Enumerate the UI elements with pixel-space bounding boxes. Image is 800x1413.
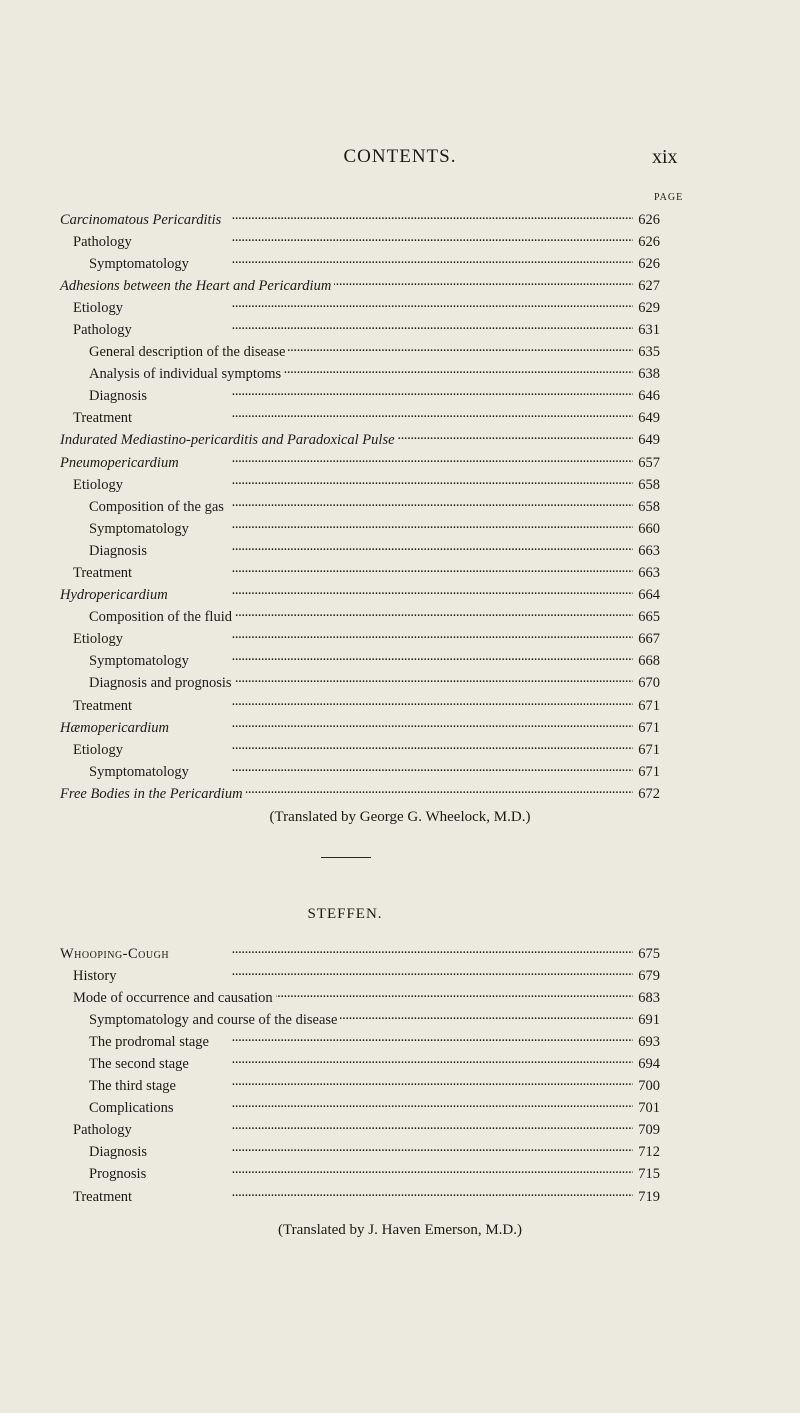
leader-dots <box>135 1120 633 1135</box>
leader-dots <box>179 1076 633 1091</box>
toc-entry-page: 709 <box>638 1122 660 1139</box>
toc-entry-page: 665 <box>638 609 660 626</box>
toc-entry-title: Symptomatology <box>89 763 189 780</box>
leader-dots <box>224 209 633 224</box>
toc-entry <box>60 253 660 275</box>
toc-entry-page: 691 <box>638 1011 660 1028</box>
leader-dots <box>172 717 633 732</box>
toc-entry <box>60 518 660 540</box>
toc-entry-page: 649 <box>638 410 660 427</box>
toc-entry-title: Treatment <box>73 410 133 427</box>
toc-entry-page: 694 <box>638 1055 660 1072</box>
toc-entry-title: Analysis of individual symptoms <box>89 366 282 383</box>
toc-entry <box>60 408 660 430</box>
toc-entry-page: 658 <box>638 498 660 515</box>
toc-entry-title: Prognosis <box>89 1166 147 1183</box>
toc-entry-page: 626 <box>638 233 660 250</box>
toc-entry-title: Hydropericardium <box>60 587 168 604</box>
toc-entry-page: 629 <box>638 299 660 316</box>
toc-entry <box>60 1186 660 1208</box>
leader-dots <box>192 651 633 666</box>
toc-entry-page: 671 <box>638 763 660 780</box>
leader-dots <box>398 430 633 445</box>
toc-entry-title: General description of the disease <box>89 344 286 361</box>
leader-dots <box>135 1186 633 1201</box>
toc-entry-title: Etiology <box>73 741 123 758</box>
leader-dots <box>120 965 634 980</box>
toc-entry-title: The prodromal stage <box>89 1033 209 1050</box>
leader-dots <box>135 231 633 246</box>
toc-entry-page: 719 <box>638 1188 660 1205</box>
leader-dots <box>150 540 633 555</box>
leader-dots <box>227 496 633 511</box>
toc-entry-page: 675 <box>638 945 660 962</box>
toc-entry-page: 627 <box>638 277 660 294</box>
contents-list-section-2 <box>60 943 660 1208</box>
toc-entry <box>60 231 660 253</box>
toc-entry <box>60 430 660 452</box>
toc-entry-title: Composition of the fluid <box>89 609 232 626</box>
toc-entry <box>60 496 660 518</box>
toc-entry-page: 712 <box>638 1144 660 1161</box>
toc-entry-page: 663 <box>638 542 660 559</box>
toc-entry-title: Etiology <box>73 476 123 493</box>
toc-entry-page: 671 <box>638 719 660 736</box>
toc-entry <box>60 1076 660 1098</box>
toc-entry <box>60 943 660 965</box>
toc-entry <box>60 673 660 695</box>
toc-entry-title: Whooping-Cough <box>60 945 170 962</box>
toc-entry <box>60 386 660 408</box>
toc-entry-title: Mode of occurrence and causation <box>73 989 273 1006</box>
leader-dots <box>235 673 633 688</box>
toc-entry <box>60 1120 660 1142</box>
toc-entry <box>60 783 660 805</box>
toc-entry-page: 672 <box>638 785 660 802</box>
toc-entry <box>60 452 660 474</box>
toc-entry-title: Complications <box>89 1100 174 1117</box>
leader-dots <box>334 275 633 290</box>
toc-entry <box>60 761 660 783</box>
toc-entry-page: 663 <box>638 565 660 581</box>
toc-entry <box>60 275 660 297</box>
contents-list-section-1 <box>60 209 660 806</box>
toc-entry-page: 670 <box>638 675 660 692</box>
toc-entry-title: The second stage <box>89 1055 189 1072</box>
toc-entry-page: 679 <box>638 967 660 984</box>
leader-dots <box>126 297 633 312</box>
translator-credit-1: (Translated by George G. Wheelock, M.D.) <box>269 809 531 825</box>
toc-entry-title: Treatment <box>73 1188 133 1205</box>
toc-entry-page: 638 <box>638 366 660 383</box>
leader-dots <box>150 386 633 401</box>
toc-entry-page: 664 <box>638 587 660 604</box>
leader-dots <box>172 943 633 958</box>
toc-entry-title: Diagnosis <box>89 542 147 559</box>
toc-entry-page: 667 <box>638 631 660 648</box>
toc-entry <box>60 607 660 629</box>
toc-entry <box>60 1053 660 1075</box>
toc-entry-page: 671 <box>638 741 660 758</box>
toc-entry <box>60 1031 660 1053</box>
leader-dots <box>192 761 633 776</box>
toc-entry <box>60 739 660 761</box>
leader-dots <box>126 474 633 489</box>
translator-credit-2: (Translated by J. Haven Emerson, M.D.) <box>278 1222 522 1238</box>
leader-dots <box>288 342 633 357</box>
toc-entry <box>60 651 660 673</box>
toc-entry-page: 649 <box>638 432 660 449</box>
page-folio: xix <box>652 146 678 168</box>
toc-entry-title: Treatment <box>73 697 133 714</box>
toc-entry <box>60 1164 660 1186</box>
leader-dots <box>135 563 633 578</box>
leader-dots <box>235 607 633 622</box>
toc-entry-title: History <box>73 967 117 984</box>
toc-entry <box>60 1098 660 1120</box>
toc-entry <box>60 319 660 341</box>
toc-entry-title: The third stage <box>89 1078 176 1095</box>
leader-dots <box>126 739 633 754</box>
toc-entry-title: Treatment <box>73 565 133 581</box>
toc-entry <box>60 965 660 987</box>
toc-entry <box>60 717 660 739</box>
toc-entry-title: Etiology <box>73 631 123 648</box>
toc-entry <box>60 695 660 717</box>
toc-entry <box>60 563 660 585</box>
toc-entry <box>60 629 660 651</box>
section-heading-steffen: STEFFEN. <box>307 906 383 922</box>
toc-entry <box>60 297 660 319</box>
toc-entry-page: 626 <box>638 211 660 228</box>
toc-entry <box>60 1009 660 1031</box>
toc-entry <box>60 540 660 562</box>
toc-entry-page: 657 <box>638 454 660 471</box>
leader-dots <box>126 629 633 644</box>
leader-dots <box>192 1053 633 1068</box>
toc-entry-title: Composition of the gas <box>89 498 224 515</box>
toc-entry-title: Symptomatology <box>89 520 189 537</box>
toc-entry-title: Diagnosis <box>89 388 147 405</box>
toc-entry-title: Symptomatology <box>89 653 189 670</box>
toc-entry <box>60 987 660 1009</box>
toc-entry <box>60 209 660 231</box>
toc-entry <box>60 342 660 364</box>
toc-entry-title: Etiology <box>73 299 123 316</box>
toc-entry <box>60 364 660 386</box>
toc-entry-page: 631 <box>638 321 660 338</box>
leader-dots <box>135 408 633 423</box>
toc-entry-title: Pneumopericardium <box>60 454 179 471</box>
toc-entry-title: Carcinomatous Pericarditis <box>60 211 222 228</box>
leader-dots <box>149 1164 633 1179</box>
toc-entry-title: Symptomatology <box>89 255 189 272</box>
leader-dots <box>276 987 633 1002</box>
leader-dots <box>192 518 633 533</box>
toc-entry-page: 671 <box>638 697 660 714</box>
toc-entry-title: Adhesions between the Heart and Pericardium <box>60 277 332 294</box>
leader-dots <box>135 695 633 710</box>
page-header <box>0 146 800 170</box>
toc-entry-page: 700 <box>638 1078 660 1095</box>
leader-dots <box>340 1009 633 1024</box>
toc-entry-page: 693 <box>638 1033 660 1050</box>
running-title: CONTENTS. <box>343 146 457 167</box>
toc-entry <box>60 474 660 496</box>
toc-entry-page: 646 <box>638 388 660 405</box>
toc-entry-title: Symptomatology and course of the disease <box>89 1011 338 1028</box>
toc-entry-page: 668 <box>638 653 660 670</box>
toc-entry-page: 660 <box>638 520 660 537</box>
toc-entry <box>60 1142 660 1164</box>
toc-entry <box>60 585 660 607</box>
leader-dots <box>182 452 633 467</box>
toc-entry-title: Free Bodies in the Pericardium <box>60 785 243 802</box>
leader-dots <box>284 364 633 379</box>
toc-entry-page: 701 <box>638 1100 660 1117</box>
toc-entry-title: Pathology <box>73 233 132 250</box>
toc-entry-page: 715 <box>638 1166 660 1183</box>
toc-entry-page: 635 <box>638 344 660 361</box>
leader-dots <box>192 253 633 268</box>
leader-dots <box>171 585 633 600</box>
toc-entry-title: Pathology <box>73 1122 132 1139</box>
toc-entry-page: 683 <box>638 989 660 1006</box>
page-column-label: PAGE <box>654 192 684 203</box>
leader-dots <box>246 783 633 798</box>
toc-entry-title: Diagnosis and prognosis <box>89 675 232 692</box>
leader-dots <box>177 1098 633 1113</box>
leader-dots <box>150 1142 633 1157</box>
toc-entry-page: 626 <box>638 255 660 272</box>
toc-entry-title: Hæmopericardium <box>60 719 170 736</box>
toc-entry-title: Indurated Mediastino-pericarditis and Paradoxical Pulse <box>60 432 395 449</box>
section-divider <box>321 857 371 858</box>
leader-dots <box>135 319 633 334</box>
toc-entry-page: 658 <box>638 476 660 493</box>
toc-entry-title: Pathology <box>73 321 132 338</box>
leader-dots <box>212 1031 633 1046</box>
toc-entry-title: Diagnosis <box>89 1144 147 1161</box>
